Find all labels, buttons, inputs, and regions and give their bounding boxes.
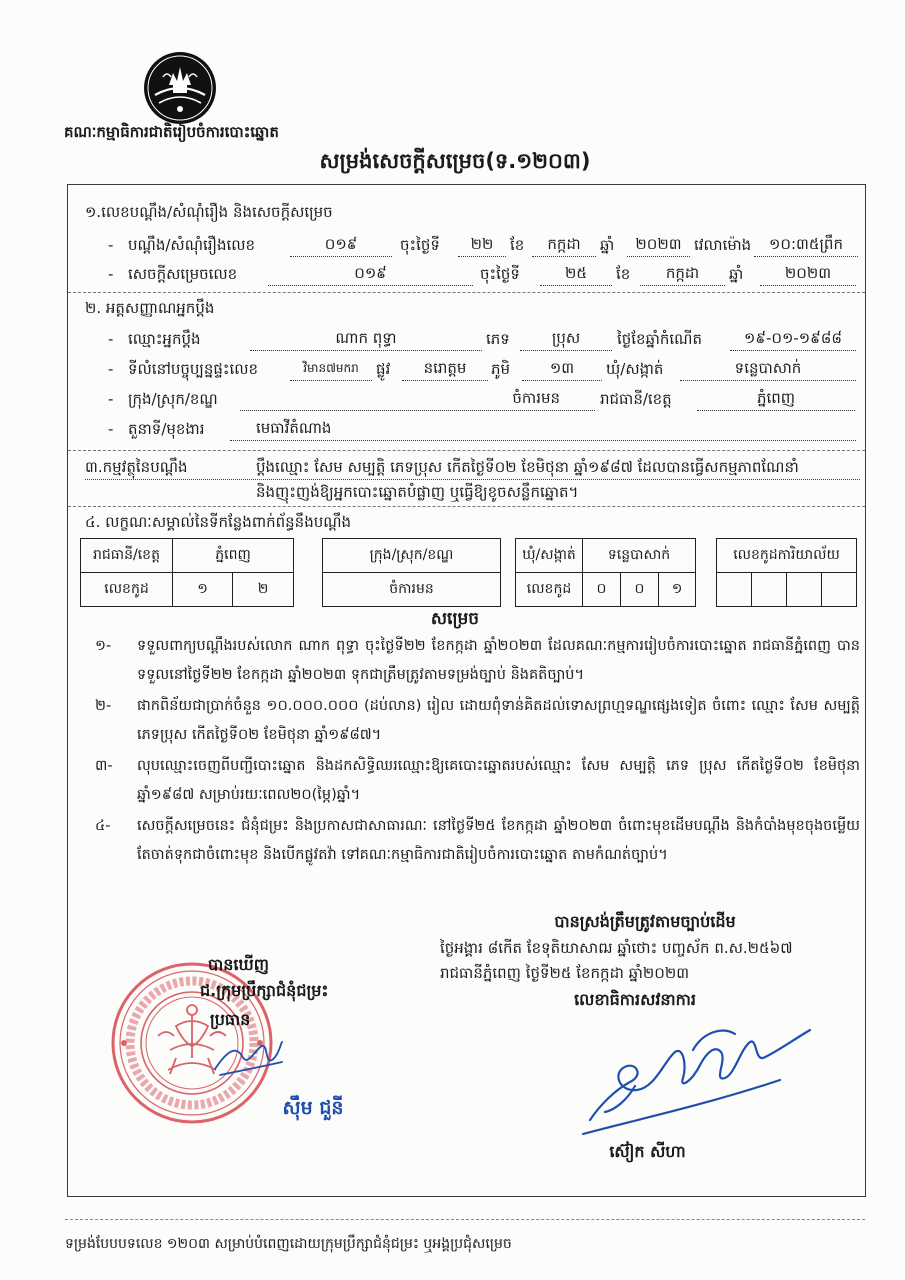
decision-number-label: សេចក្ដីសម្រេចលេខ xyxy=(128,265,238,283)
decision-item xyxy=(95,632,860,690)
subject-line-1: ប្ដឹងឈ្មោះ សែម សម្បត្តិ ភេទប្រុស កើតថ្ងៃទី០២ ខែមិថុនា ឆ្នាំ១៩៨៧ ដែលបានធ្វើសកម្មភាពណែនាំ xyxy=(256,458,799,476)
decision-item-text: សេចក្ដីសម្រេចនេះ ជំនុំជម្រះ និងប្រកាសជាសាធារណៈ នៅថ្ងៃទី២៥ ខែកក្កដា ឆ្នាំ២០២៣ ចំពោះមុខដើមបណ្ដឹង និងកំបាំងមុខចុងចម្លើយ តែចាត់ទុកជាចំពោះមុខ និងបើកផ្លូវតវ៉ា ទៅគណៈកម្មាធិការជាតិរៀបចំការបោះឆ្នោត តាមកំណត់ច្បាប់។ xyxy=(137,818,860,863)
district-table xyxy=(322,538,501,607)
clerk-signature-icon xyxy=(575,1020,820,1142)
sex-label: ភេទ xyxy=(486,330,510,348)
complaint-year: ២០២៣ xyxy=(627,233,690,257)
decision-year: ២០២៣ xyxy=(760,262,856,286)
approval-role: ប្រធាន xyxy=(210,1010,251,1029)
section4-heading: ៤. លក្ខណៈសម្គាល់នៃទីកន្លែងពាក់ព័ន្ធនឹងបណ្ដឹង xyxy=(85,513,352,531)
decision-number: ០១៩ xyxy=(268,262,473,286)
decision-item xyxy=(95,752,860,810)
dob-label: ថ្ងៃខែឆ្នាំកំណើត xyxy=(617,330,702,348)
village-label: ភូមិ xyxy=(491,360,511,378)
decision-list xyxy=(95,632,860,872)
complainant-name-label: ឈ្មោះអ្នកប្ដឹង xyxy=(128,330,201,348)
sex-value: ប្រុស xyxy=(520,327,612,351)
province-value: ភ្នំពេញ xyxy=(697,387,855,411)
bullet-dash: - xyxy=(108,265,114,283)
role-value: មេធាវីតំណាង xyxy=(230,417,856,441)
street-label: ផ្លូវ xyxy=(376,360,391,378)
approval-council: ជ.ក្រុមប្រឹក្សាជំនុំជម្រះ xyxy=(200,981,329,1000)
section1-heading: ១.លេខបណ្ដឹង/សំណុំរឿង និងសេចក្ដីសម្រេច xyxy=(85,203,333,221)
address-label: ទីលំនៅបច្ចុប្បន្នផ្ទះលេខ xyxy=(128,360,259,378)
complaint-time-label: វេលាម៉ោង xyxy=(694,236,752,254)
subject-line-2: និងញុះញង់ឱ្យអ្នកបោះឆ្នោតបំផ្លាញ ឬធ្វើឱ្យខូចសន្លឹកឆ្នោត។ xyxy=(256,483,579,501)
certification-heading: បានស្រង់ត្រឹមត្រូវតាមច្បាប់ដើម xyxy=(554,912,736,931)
decision-item-number: ១- xyxy=(95,638,112,654)
office-code-cell xyxy=(822,573,857,607)
bullet-dash: - xyxy=(108,330,114,348)
house-number: វិមាន៧មករា xyxy=(290,357,372,381)
section-divider xyxy=(68,450,865,451)
complaint-number-label: បណ្ដឹង/សំណុំរឿងលេខ xyxy=(128,236,256,254)
province-label: រាជធានី/ខេត្ត xyxy=(600,390,672,408)
district-value: ចំការមន xyxy=(240,387,595,411)
role-label: តួនាទី/មុខងារ xyxy=(128,420,205,438)
nec-emblem-icon xyxy=(143,51,217,125)
section-divider xyxy=(68,506,865,507)
commune-code-label: លេខកូដ xyxy=(516,573,583,607)
province-cell-value: ភ្នំពេញ xyxy=(173,539,294,573)
commune-cell-value: ទន្លេបាសាក់ xyxy=(583,539,696,573)
office-code-table xyxy=(716,538,857,607)
decision-year-label: ឆ្នាំ xyxy=(729,265,744,283)
chairman-signature-icon xyxy=(210,1034,288,1080)
decision-month: កក្កដា xyxy=(640,262,725,286)
province-code-label: លេខកូដ xyxy=(81,573,173,607)
commune-cell-label: ឃុំ/សង្កាត់ xyxy=(516,539,583,573)
office-code-label: លេខកូដការិយាល័យ xyxy=(717,539,857,573)
approval-seen: បានឃើញ xyxy=(208,955,269,974)
footer-divider xyxy=(65,1219,865,1220)
page-title: សម្រង់សេចក្ដីសម្រេច(ទ.១២០៣) xyxy=(319,149,591,173)
bullet-dash: - xyxy=(108,360,114,378)
commune-code-table xyxy=(515,538,696,607)
office-code-cell xyxy=(787,573,822,607)
district-label: ក្រុង/ស្រុក/ខណ្ឌ xyxy=(128,390,218,408)
complaint-date-label: ចុះថ្ងៃទី xyxy=(400,236,440,254)
chairman-name: ស៊ឹម ជួនី xyxy=(282,1097,344,1119)
clerk-role: លេខាធិការសវនាការ xyxy=(574,990,696,1009)
decision-item xyxy=(95,812,860,870)
complaint-year-label: ឆ្នាំ xyxy=(600,236,615,254)
complaint-month: កក្កដា xyxy=(532,233,596,257)
district-cell-label: ក្រុង/ស្រុក/ខណ្ឌ xyxy=(323,539,501,573)
province-cell-label: រាជធានី/ខេត្ត xyxy=(81,539,173,573)
commune-label: ឃុំ/សង្កាត់ xyxy=(606,360,664,378)
organization-name: គណៈកម្មាធិការជាតិរៀបចំការបោះឆ្នោត xyxy=(64,123,279,141)
complaint-number: ០១៩ xyxy=(290,233,392,257)
dob-value: ១៩-០១-១៩៨៨ xyxy=(730,327,856,351)
district-cell-value: ចំការមន xyxy=(323,573,501,607)
bullet-dash: - xyxy=(108,236,114,254)
decision-item-text: ផាកពិន័យជាប្រាក់ចំនួន ១០.០០០.០០០ (ដប់លាន) រៀល ដោយពុំទាន់គិតដល់ទោសព្រហ្មទណ្ឌផ្សេងទៀត ចំពោះ ឈ្មោះ សែម សម្បត្តិ ភេទប្រុស កើតថ្ងៃទី០២ ខែមិថុនា ឆ្នាំ១៩៨៧។ xyxy=(137,698,860,743)
commune-code-digit: ០ xyxy=(583,573,621,607)
decision-item-number: ២- xyxy=(95,698,112,714)
decision-day: ២៥ xyxy=(540,262,612,286)
section-divider xyxy=(68,292,865,293)
street-value: នរោត្តម xyxy=(402,357,488,381)
bullet-dash: - xyxy=(108,420,114,438)
decision-item xyxy=(95,692,860,750)
section2-heading: ២. អត្តសញ្ញាណអ្នកប្ដឹង xyxy=(85,299,215,317)
province-code-digit: ១ xyxy=(173,573,233,607)
complainant-name: ណាក ពុទ្ធា xyxy=(250,327,482,351)
decision-title: សម្រេច xyxy=(430,609,480,629)
place-date: រាជធានីភ្នំពេញ ថ្ងៃទី២៥ ខែកក្កដា ឆ្នាំ២០២៣ xyxy=(440,964,690,982)
province-code-digit: ២ xyxy=(233,573,294,607)
decision-item-text: លុបឈ្មោះចេញពីបញ្ជីបោះឆ្នោត និងដកសិទ្ធិឈរឈ្មោះឱ្យគេបោះឆ្នោតរបស់ឈ្មោះ សែម សម្បត្តិ ភេទ ប្រុស កើតថ្ងៃទី០២ ខែមិថុនា ឆ្នាំ១៩៨៧ សម្រាប់រយៈពេល២០(ម្ភៃ)ឆ្នាំ។ xyxy=(137,758,860,803)
complaint-time: ១០:៣៥ព្រឹក xyxy=(754,233,858,257)
section3-heading: ៣.កម្មវត្ថុនៃបណ្ដឹង xyxy=(85,458,188,476)
province-code-table xyxy=(80,538,294,607)
complaint-month-label: ខែ xyxy=(510,236,525,254)
decision-date-label: ចុះថ្ងៃទី xyxy=(480,265,520,283)
village-value: ១៣ xyxy=(522,357,602,381)
bullet-dash: - xyxy=(108,390,114,408)
complaint-day: ២២ xyxy=(458,233,506,257)
office-code-cell xyxy=(752,573,787,607)
commune-value: ទន្លេបាសាក់ xyxy=(680,357,856,381)
office-code-cell xyxy=(717,573,752,607)
commune-code-digit: ១ xyxy=(659,573,696,607)
clerk-name: ស៊ៀក សីហា xyxy=(609,1142,686,1161)
lunar-date: ថ្ងៃអង្គារ ៨កើត ខែទុតិយាសាឍ ឆ្នាំថោះ បញ្ចស័ក ព.ស.២៥៦៧ xyxy=(440,939,793,957)
decision-item-number: ៤- xyxy=(95,818,111,834)
footer-note: ទម្រង់បែបបទលេខ ១២០៣ សម្រាប់បំពេញដោយក្រុមប្រឹក្សាជំនុំជម្រះ ឬអង្គប្រជុំសម្រេច xyxy=(65,1236,512,1252)
decision-month-label: ខែ xyxy=(616,265,631,283)
decision-item-text: ទទួលពាក្យបណ្ដឹងរបស់លោក ណាក ពុទ្ធា ចុះថ្ងៃទី២២ ខែកក្កដា ឆ្នាំ២០២៣ ដែលគណៈកម្មការរៀបចំការបោះឆ្នោត រាជធានីភ្នំពេញ បានទទួលនៅថ្ងៃទី២២ ខែកក្កដា ឆ្នាំ២០២៣ ទុកជាត្រឹមត្រូវតាមទម្រង់ច្បាប់ និងគតិច្បាប់។ xyxy=(137,638,860,683)
commune-code-digit: ០ xyxy=(621,573,659,607)
decision-item-number: ៣- xyxy=(95,758,113,774)
